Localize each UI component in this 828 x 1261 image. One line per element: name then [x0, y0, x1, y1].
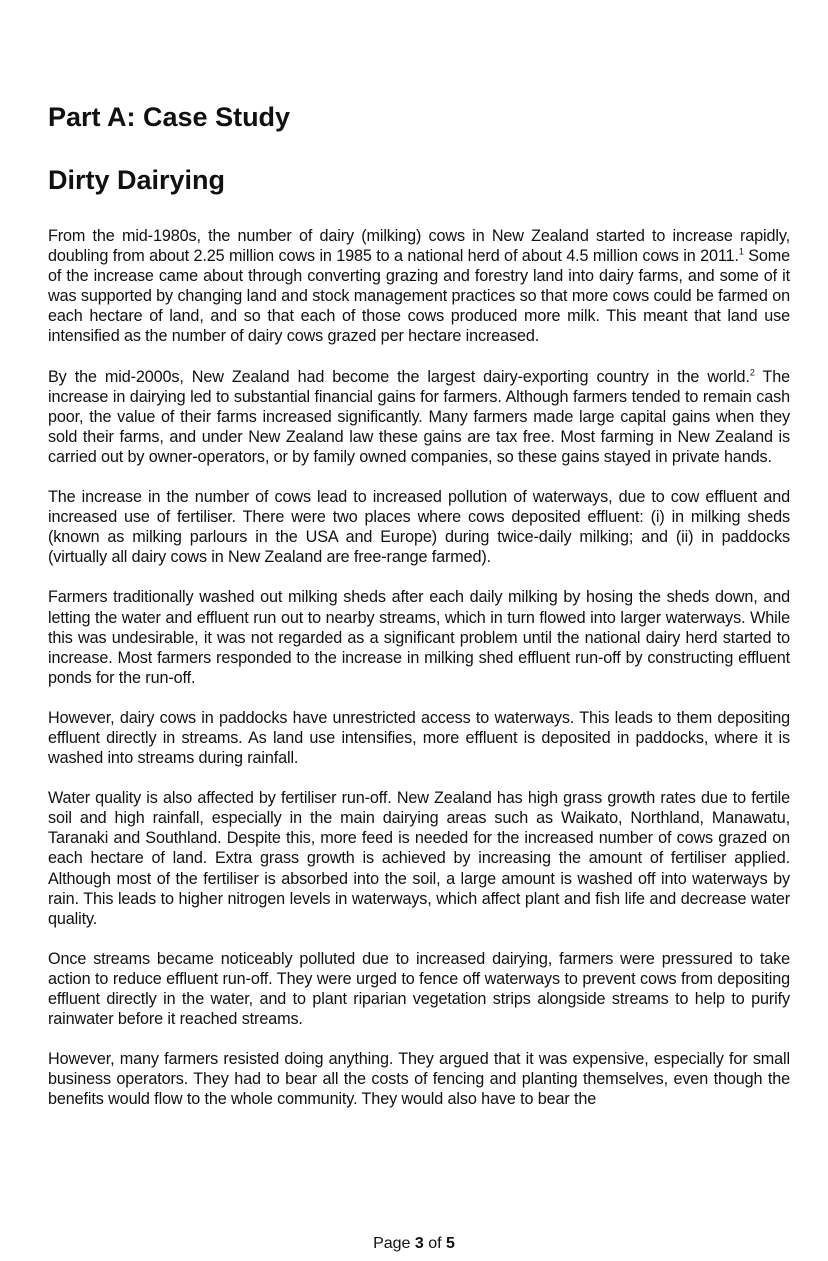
paragraph-8: However, many farmers resisted doing anything. They argued that it was expensive, especially for small business operators. They had to bear all the costs of fencing and planting themselves, even though the benefits would flow to the whole community. They would also have to bear the — [48, 1050, 790, 1109]
paragraph-2-text-a: By the mid-2000s, New Zealand had become the largest dairy-exporting country in the world. — [48, 367, 750, 386]
page-of-label: of — [423, 1235, 447, 1252]
total-page-count: 5 — [446, 1235, 455, 1252]
paragraph-1-text-a: From the mid-1980s, the number of dairy (milking) cows in New Zealand started to increase rapidly, doubling from about 2.25 million cows in 1985 to a national herd of about 4.5 million cows in 2011. — [48, 227, 790, 266]
paragraph-1 — [48, 226, 790, 347]
footnote-ref-2: 2 — [749, 367, 755, 378]
page-number-footer — [0, 1234, 828, 1254]
page-label: Page — [373, 1235, 415, 1252]
paragraph-7: Once streams became noticeably polluted due to increased dairying, farmers were pressured to take action to reduce effluent run-off. They were urged to fence off waterways to prevent cows from depositing effluent directly in the water, and to plant riparian vegetation strips alongside streams to help to purify rainwater before it reached streams. — [48, 949, 790, 1029]
case-study-body — [48, 226, 790, 1129]
paragraph-6: Water quality is also affected by fertiliser run-off. New Zealand has high grass growth rates due to fertile soil and high rainfall, especially in the main dairying areas such as Waikato, Northland, Manawatu, Taranaki and Southland. Despite this, more feed is needed for the increased number of cows grazed on each hectare of land. Extra grass growth is achieved by increasing the amount of fertiliser applied. Although most of the fertiliser is absorbed into the soil, a large amount is washed off into waterways by rain. This leads to higher nitrogen levels in waterways, which affect plant and fish life and decrease water quality. — [48, 789, 790, 928]
case-study-title: Dirty Dairying — [48, 165, 226, 195]
paragraph-2 — [48, 367, 790, 467]
paragraph-3: The increase in the number of cows lead to increased pollution of waterways, due to cow effluent and increased use of fertiliser. There were two places where cows deposited effluent: (i) in milking sheds (known as milking parlours in the USA and Europe) during twice-daily milking; and (ii) in paddocks (virtually all dairy cows in New Zealand are free-range farmed). — [48, 488, 790, 567]
current-page-number: 3 — [414, 1235, 424, 1252]
paragraph-1-text-b: Some of the increase came about through converting grazing and forestry land into dairy farms, and some of it was supported by changing land and stock management practices so that more cows could be farmed on each hectare of land, and so that each of those cows produced more milk. This meant that land use intensified as the number of dairy cows grazed per hectare increased. — [48, 247, 790, 346]
paragraph-5: However, dairy cows in paddocks have unrestricted access to waterways. This leads to them depositing effluent directly in streams. As land use intensifies, more effluent is deposited in paddocks, where it is washed into streams during rainfall. — [48, 708, 790, 768]
document-page — [48, 0, 790, 1261]
footnote-ref-1: 1 — [738, 246, 744, 257]
paragraph-4: Farmers traditionally washed out milking sheds after each daily milking by hosing the sheds down, and letting the water and effluent run out to nearby streams, which in turn flowed into larger waterways. While this was undesirable, it was not regarded as a significant problem until the national dairy herd started to increase. Most farmers responded to the increase in milking shed effluent run-off by constructing effluent ponds for the run-off. — [48, 588, 790, 687]
part-heading: Part A: Case Study — [48, 102, 291, 132]
paragraph-2-text-b: The increase in dairying led to substantial financial gains for farmers. Although farmers tended to remain cash poor, the value of their farms increased significantly. Many farmers made large capital gains when they sold their farms, and under New Zealand law these gains are tax free. Most farming in New Zealand is carried out by owner-operators, or by family owned companies, so these gains stayed in private hands. — [48, 367, 791, 466]
